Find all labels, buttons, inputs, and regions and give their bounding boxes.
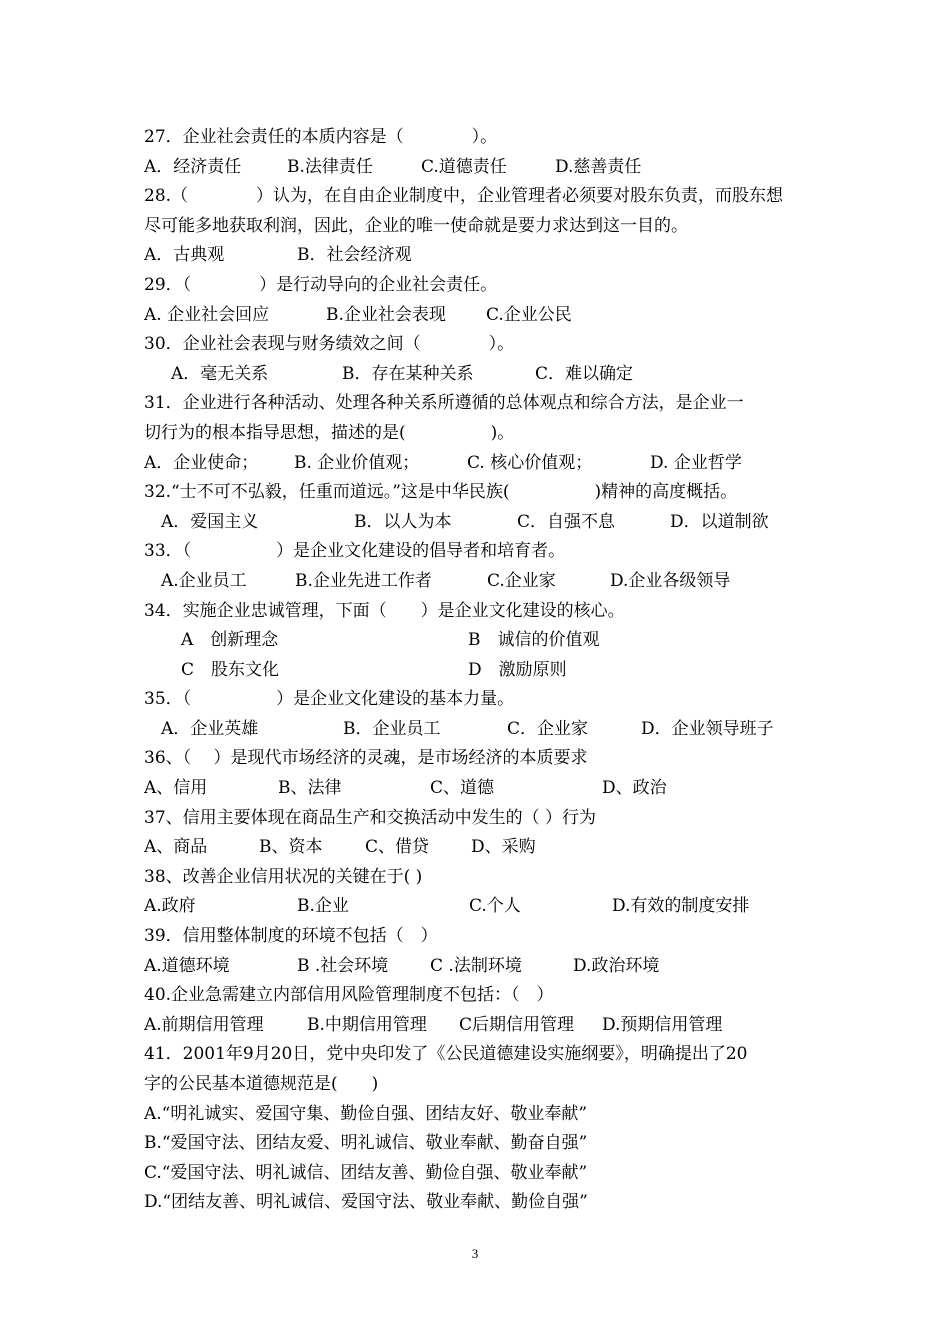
question-40: 40.企业急需建立内部信用风险管理制度不包括：（ ） bbox=[144, 985, 554, 1006]
question-41-line-2: 字的公民基本道德规范是( ) bbox=[144, 1074, 379, 1094]
question-31-line-1: 31．企业进行各种活动、处理各种关系所遵循的总体观点和综合方法，是企业一 bbox=[144, 393, 744, 414]
question-27-options bbox=[144, 153, 824, 183]
option-c: C后期信用管理 bbox=[459, 1014, 575, 1035]
question-28-line-2: 尽可能多地获取利润，因此，企业的唯一使命就是要力求达到这一目的。 bbox=[144, 215, 688, 236]
question-41-option-b: B.“爱国守法、团结友爱、明礼诚信、敬业奉献、勤奋自强” bbox=[144, 1133, 588, 1154]
option-a: A 创新理念 bbox=[181, 630, 279, 651]
option-c: C．企业家 bbox=[507, 718, 589, 739]
option-c: C、道德 bbox=[430, 778, 495, 799]
question-37: 37、信用主要体现在商品生产和交换活动中发生的（ ）行为 bbox=[144, 807, 597, 828]
option-b: B．存在某种关系 bbox=[342, 363, 474, 384]
question-34-options-row-1 bbox=[144, 626, 824, 656]
option-a: A. 企业社会回应 bbox=[144, 304, 270, 325]
option-d: D.企业各级领导 bbox=[610, 570, 731, 591]
option-a: A．爱国主义 bbox=[161, 511, 259, 532]
question-31-options bbox=[144, 449, 824, 479]
option-c: C.个人 bbox=[469, 896, 521, 917]
option-b: B、资本 bbox=[259, 837, 323, 858]
option-c: C.道德责任 bbox=[421, 156, 507, 177]
option-d: D.慈善责任 bbox=[555, 156, 642, 177]
question-36: 36、（ ）是现代市场经济的灵魂，是市场经济的本质要求 bbox=[144, 748, 588, 769]
option-a: A.企业员工 bbox=[161, 570, 247, 591]
option-a: A．古典观 bbox=[144, 245, 225, 266]
question-32: 32.“士不可不弘毅，任重而道远。”这是中华民族( )精神的高度概括。 bbox=[144, 482, 738, 503]
option-a: A、信用 bbox=[144, 778, 208, 799]
option-d: D．企业领导班子 bbox=[641, 718, 774, 739]
question-27: 27．企业社会责任的本质内容是（ ）。 bbox=[144, 127, 498, 147]
option-b: B.企业先进工作者 bbox=[295, 570, 432, 591]
option-d: D.政治环境 bbox=[573, 955, 660, 976]
question-30-options bbox=[144, 360, 824, 390]
option-c: C.企业家 bbox=[487, 570, 556, 591]
option-c: C. 核心价值观； bbox=[467, 452, 593, 473]
question-32-options bbox=[144, 508, 824, 538]
question-38-options bbox=[144, 892, 824, 922]
option-c: C .法制环境 bbox=[430, 955, 522, 976]
option-c: C 股东文化 bbox=[181, 659, 280, 680]
question-41-option-a: A.“明礼诚实、爱国守集、勤俭自强、团结友好、敬业奉献” bbox=[144, 1103, 588, 1124]
question-36-options bbox=[144, 774, 824, 804]
option-c: C．难以确定 bbox=[535, 363, 634, 384]
question-37-options bbox=[144, 833, 824, 863]
question-35-options bbox=[144, 715, 824, 745]
question-41-option-d: D.“团结友善、明礼诚信、爱国守法、敬业奉献、勤俭自强” bbox=[144, 1192, 588, 1213]
question-34-options-row-2 bbox=[144, 656, 824, 686]
question-28-options bbox=[144, 241, 824, 271]
question-41-option-c: C.“爱国守法、明礼诚信、团结友善、勤俭自强、敬业奉献” bbox=[144, 1162, 588, 1183]
question-38: 38、改善企业信用状况的关键在于( ) bbox=[144, 866, 423, 887]
question-33: 33．（ ）是企业文化建设的倡导者和培育者。 bbox=[144, 541, 566, 562]
option-b: B．社会经济观 bbox=[297, 245, 412, 266]
option-d: D. 企业哲学 bbox=[650, 452, 742, 473]
option-b: B .社会环境 bbox=[297, 955, 389, 976]
option-a: A.道德环境 bbox=[144, 955, 230, 976]
page-number: 3 bbox=[471, 1246, 479, 1261]
question-35: 35．（ ）是企业文化建设的基本力量。 bbox=[144, 689, 515, 710]
option-c: C．自强不息 bbox=[517, 511, 616, 532]
option-c: C、借贷 bbox=[365, 837, 430, 858]
question-29-options bbox=[144, 301, 824, 331]
option-c: C.企业公民 bbox=[486, 304, 572, 325]
option-a: A.前期信用管理 bbox=[144, 1014, 264, 1035]
option-b: B.企业 bbox=[297, 896, 349, 917]
option-d: D．以道制欲 bbox=[670, 511, 769, 532]
option-d: D.预期信用管理 bbox=[602, 1014, 723, 1035]
option-d: D.有效的制度安排 bbox=[612, 896, 750, 917]
question-39: 39．信用整体制度的环境不包括（ ） bbox=[144, 926, 438, 947]
option-a: A、商品 bbox=[144, 837, 208, 858]
option-a: A.政府 bbox=[144, 896, 196, 917]
option-b: B.企业社会表现 bbox=[326, 304, 446, 325]
question-30: 30．企业社会表现与财务绩效之间（ ）。 bbox=[144, 334, 515, 355]
option-a: A．毫无关系 bbox=[171, 363, 269, 384]
question-28-line-1: 28.（ ）认为，在自由企业制度中，企业管理者必须要对股东负责，而股东想 bbox=[144, 186, 784, 207]
option-d: D、政治 bbox=[602, 778, 667, 799]
question-33-options bbox=[144, 567, 824, 597]
option-b: B、法律 bbox=[278, 778, 342, 799]
question-40-options bbox=[144, 1011, 824, 1041]
option-b: B．企业员工 bbox=[343, 718, 441, 739]
option-b: B.中期信用管理 bbox=[307, 1014, 427, 1035]
question-31-line-2: 切行为的根本指导思想，描述的是( )。 bbox=[144, 422, 515, 443]
option-b: B. 企业价值观； bbox=[294, 452, 420, 473]
option-b: B 诚信的价值观 bbox=[468, 630, 600, 651]
option-a: A．企业使命； bbox=[144, 452, 259, 473]
option-b: B.法律责任 bbox=[287, 156, 373, 177]
question-34: 34．实施企业忠诚管理，下面（ ）是企业文化建设的核心。 bbox=[144, 600, 625, 621]
question-41-line-1: 41．2001年9月20日，党中央印发了《公民道德建设实施纲要》，明确提出了20 bbox=[144, 1044, 748, 1065]
question-39-options bbox=[144, 952, 824, 982]
option-a: A．企业英雄 bbox=[161, 718, 259, 739]
option-a: A．经济责任 bbox=[144, 156, 242, 177]
option-d: D 激励原则 bbox=[468, 659, 567, 680]
option-d: D、采购 bbox=[471, 837, 536, 858]
question-list bbox=[144, 123, 824, 1218]
option-b: B．以人为本 bbox=[354, 511, 452, 532]
question-29: 29．（ ）是行动导向的企业社会责任。 bbox=[144, 274, 498, 295]
